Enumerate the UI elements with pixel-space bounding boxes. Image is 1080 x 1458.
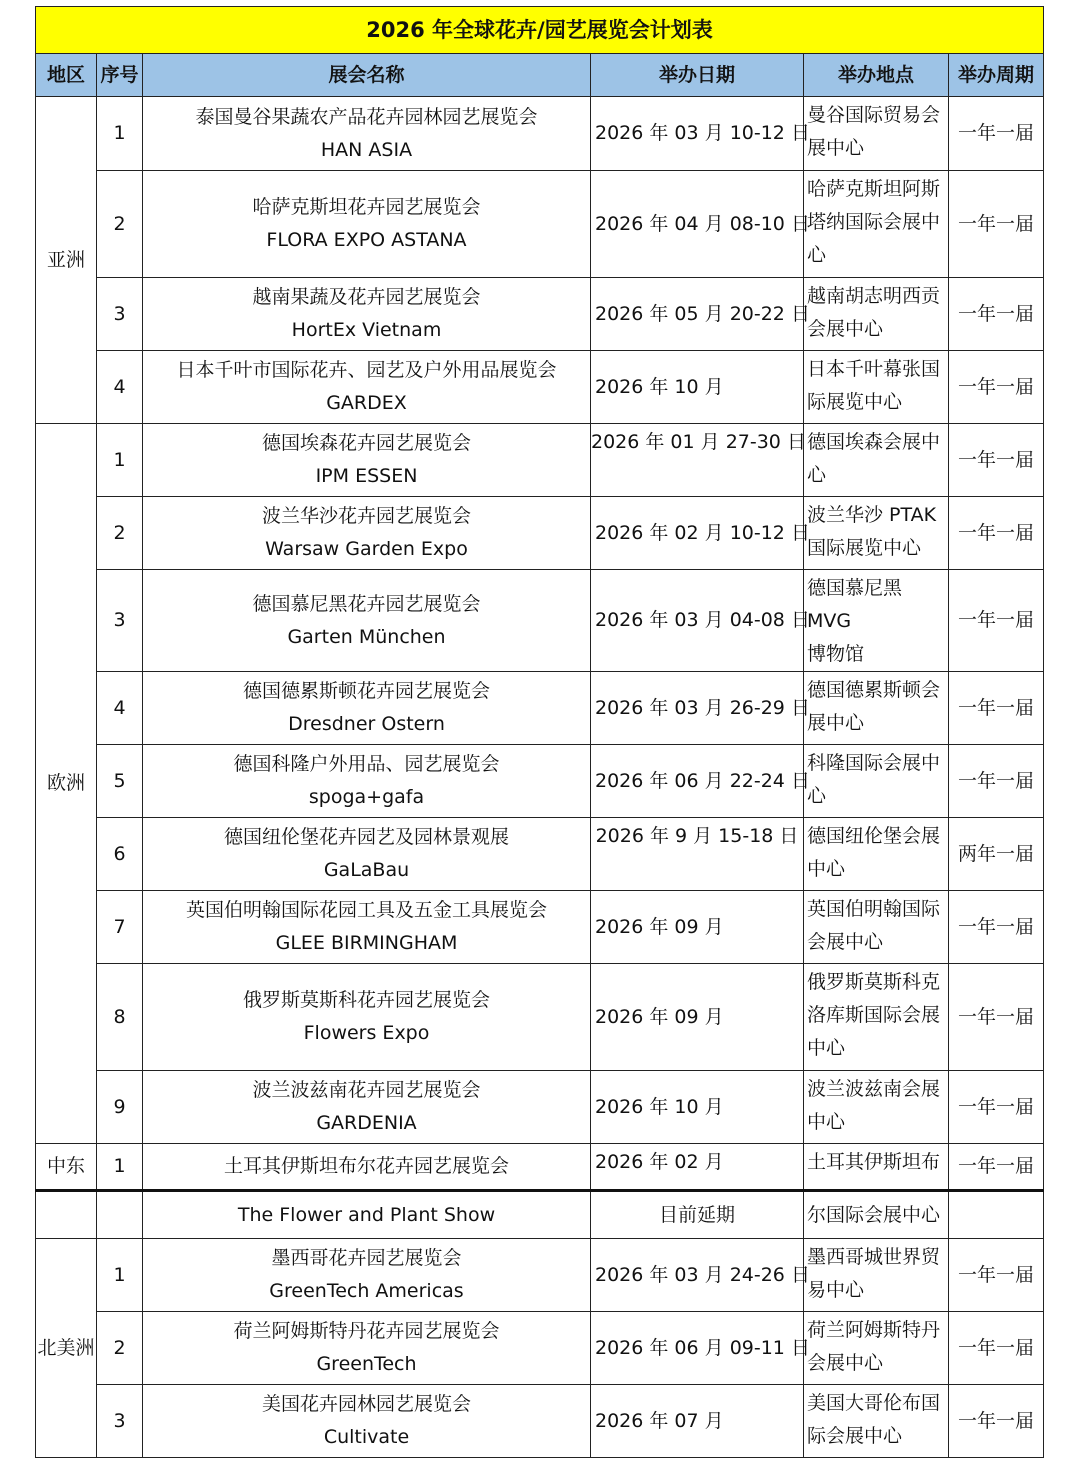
region-asia: 亚洲 (36, 97, 97, 424)
exhibition-venue (804, 1144, 949, 1191)
name-cn: 泰国曼谷果蔬农产品花卉园林园艺展览会 (195, 105, 538, 128)
region-namerica: 北美洲 (36, 1239, 97, 1458)
exhibition-cycle (949, 1191, 1044, 1239)
venue-line: 日本千叶幕张国 (807, 358, 941, 380)
exhibition-date: 2026 年 03 月 04-08 日 (591, 570, 804, 672)
venue-line: 际会展中心 (807, 1425, 903, 1447)
venue-line: 博物馆 (807, 643, 865, 665)
exhibition-cycle: 一年一届 (949, 672, 1044, 745)
venue-line: 际展览中心 (807, 391, 903, 413)
name-en: spoga+gafa (308, 786, 425, 808)
exhibition-venue (804, 964, 949, 1071)
name-en: GaLaBau (323, 859, 410, 881)
table-row (36, 424, 1044, 497)
exhibition-venue (804, 1239, 949, 1312)
venue-line: 中心 (807, 1111, 846, 1133)
row-num: 3 (97, 570, 143, 672)
venue-line: 中心 (807, 858, 846, 880)
venue-line: 德国德累斯顿会 (807, 679, 941, 701)
table-title: 2026 年全球花卉/园艺展览会计划表 (36, 7, 1044, 54)
exhibition-name (143, 1312, 591, 1385)
name-en: Cultivate (323, 1426, 410, 1448)
row-num: 1 (97, 1239, 143, 1312)
table-row (36, 818, 1044, 891)
exhibition-date: 2026 年 9 月 15-18 日 (591, 818, 804, 891)
exhibition-name (143, 818, 591, 891)
venue-line: 尔国际会展中心 (807, 1203, 941, 1226)
row-num: 5 (97, 745, 143, 818)
exhibition-cycle: 一年一届 (949, 570, 1044, 672)
table-row (36, 964, 1044, 1071)
exhibition-cycle: 一年一届 (949, 1071, 1044, 1144)
exhibition-name (143, 1191, 591, 1239)
venue-line: 曼谷国际贸易会 (807, 104, 941, 126)
row-num: 2 (97, 171, 143, 278)
exhibition-date: 2026 年 01 月 27-30 日 (591, 424, 804, 497)
exhibition-date: 2026 年 06 月 09-11 日 (591, 1312, 804, 1385)
name-en: IPM ESSEN (315, 465, 418, 487)
name-cn: 荷兰阿姆斯特丹花卉园艺展览会 (233, 1320, 500, 1342)
venue-line: 英国伯明翰国际 (807, 898, 941, 920)
row-num: 4 (97, 351, 143, 424)
exhibition-venue (804, 1071, 949, 1144)
table-row (36, 97, 1044, 171)
name-cn: 俄罗斯莫斯科花卉园艺展览会 (242, 989, 490, 1011)
venue-line: 塔纳国际会展中 (807, 211, 941, 233)
name-cn: The Flower and Plant Show (237, 1203, 496, 1226)
venue-line: 会展中心 (807, 931, 884, 953)
venue-line: 会展中心 (807, 318, 884, 340)
table-row (36, 351, 1044, 424)
exhibition-cycle: 一年一届 (949, 1385, 1044, 1458)
name-en: FLORA EXPO ASTANA (266, 229, 467, 251)
row-num: 4 (97, 672, 143, 745)
header-region: 地区 (36, 54, 97, 97)
venue-line: 德国埃森会展中 (807, 431, 941, 453)
row-num: 8 (97, 964, 143, 1071)
row-num: 3 (97, 278, 143, 351)
venue-line: 心 (807, 785, 827, 807)
exhibition-date: 2026 年 04 月 08-10 日 (591, 171, 804, 278)
exhibition-venue (804, 278, 949, 351)
table-row (36, 672, 1044, 745)
exhibition-name (143, 1144, 591, 1191)
exhibition-name (143, 424, 591, 497)
header-venue: 举办地点 (804, 54, 949, 97)
exhibition-date: 2026 年 10 月 (591, 1071, 804, 1144)
venue-line: 哈萨克斯坦阿斯 (807, 178, 941, 200)
name-cn: 土耳其伊斯坦布尔花卉园艺展览会 (223, 1155, 509, 1177)
venue-line: 展中心 (807, 712, 865, 734)
exhibition-venue (804, 1385, 949, 1458)
exhibition-cycle: 一年一届 (949, 964, 1044, 1071)
exhibition-cycle: 一年一届 (949, 97, 1044, 171)
exhibition-venue (804, 97, 949, 171)
venue-line: 墨西哥城世界贸 (807, 1246, 941, 1268)
venue-line: 德国纽伦堡会展 (807, 825, 941, 847)
name-en: GARDEX (326, 392, 407, 414)
row-num: 7 (97, 891, 143, 964)
exhibition-cycle: 一年一届 (949, 745, 1044, 818)
venue-line: 科隆国际会展中 (807, 752, 941, 774)
table-row (36, 171, 1044, 278)
venue-line: 土耳其伊斯坦布 (807, 1151, 941, 1173)
name-cn: 波兰波兹南花卉园艺展览会 (252, 1079, 481, 1101)
venue-line: 中心 (807, 1037, 846, 1059)
row-num: 1 (97, 97, 143, 171)
exhibition-name (143, 745, 591, 818)
name-en: Dresdner Ostern (288, 713, 445, 735)
name-cn: 哈萨克斯坦花卉园艺展览会 (252, 196, 481, 218)
name-cn: 波兰华沙花卉园艺展览会 (261, 505, 471, 527)
table-row (36, 497, 1044, 570)
exhibition-date: 目前延期 (591, 1191, 804, 1239)
venue-line: 展中心 (807, 137, 865, 159)
name-en: Garten München (287, 625, 446, 648)
name-en: GLEE BIRMINGHAM (275, 932, 458, 954)
name-en: Warsaw Garden Expo (265, 538, 468, 560)
name-cn: 德国慕尼黑花卉园艺展览会 (252, 592, 481, 615)
exhibition-date: 2026 年 09 月 (591, 964, 804, 1071)
exhibition-cycle: 一年一届 (949, 171, 1044, 278)
exhibition-date: 2026 年 07 月 (591, 1385, 804, 1458)
row-num: 1 (97, 424, 143, 497)
name-cn: 德国科隆户外用品、园艺展览会 (233, 753, 500, 775)
venue-line: 俄罗斯莫斯科克 (807, 971, 941, 993)
exhibition-date: 2026 年 06 月 22-24 日 (591, 745, 804, 818)
exhibition-name (143, 1239, 591, 1312)
venue-line: 德国慕尼黑 MVG (807, 577, 903, 632)
exhibition-cycle: 一年一届 (949, 891, 1044, 964)
name-en: GARDENIA (316, 1112, 417, 1134)
name-en: Flowers Expo (303, 1022, 430, 1044)
exhibition-cycle: 一年一届 (949, 497, 1044, 570)
name-cn: 日本千叶市国际花卉、园艺及户外用品展览会 (176, 359, 557, 381)
name-cn: 越南果蔬及花卉园艺展览会 (252, 286, 481, 308)
name-cn: 英国伯明翰国际花园工具及五金工具展览会 (185, 899, 547, 921)
venue-line: 越南胡志明西贡 (807, 285, 941, 307)
exhibition-name (143, 891, 591, 964)
exhibition-name (143, 171, 591, 278)
table-row (36, 891, 1044, 964)
region-mideast: 中东 (36, 1144, 97, 1191)
exhibition-venue (804, 891, 949, 964)
row-num: 2 (97, 1312, 143, 1385)
name-cn: 墨西哥花卉园艺展览会 (271, 1247, 462, 1269)
venue-line: 波兰波兹南会展 (807, 1078, 941, 1100)
header-name: 展会名称 (143, 54, 591, 97)
exhibition-venue (804, 171, 949, 278)
exhibition-name (143, 1385, 591, 1458)
table-row (36, 1144, 1044, 1191)
exhibition-name (143, 570, 591, 672)
table-row (36, 1312, 1044, 1385)
venue-line: 洛库斯国际会展 (807, 1004, 941, 1026)
venue-line: 国际展览中心 (807, 537, 922, 559)
venue-line: 美国大哥伦布国 (807, 1392, 941, 1414)
exhibition-name (143, 497, 591, 570)
region-europe: 欧洲 (36, 424, 97, 1144)
row-num: 9 (97, 1071, 143, 1144)
exhibition-cycle: 两年一届 (949, 818, 1044, 891)
exhibition-name (143, 1071, 591, 1144)
venue-line: 易中心 (807, 1279, 865, 1301)
exhibition-venue (804, 570, 949, 672)
exhibition-venue (804, 672, 949, 745)
exhibition-venue (804, 1312, 949, 1385)
exhibition-date: 2026 年 03 月 24-26 日 (591, 1239, 804, 1312)
exhibition-date: 2026 年 02 月 (591, 1144, 804, 1191)
table-row (36, 1071, 1044, 1144)
header-cycle: 举办周期 (949, 54, 1044, 97)
name-cn: 美国花卉园林园艺展览会 (261, 1393, 471, 1415)
exhibition-name (143, 351, 591, 424)
exhibition-venue (804, 1191, 949, 1239)
name-cn: 德国德累斯顿花卉园艺展览会 (242, 680, 490, 702)
venue-line: 波兰华沙 PTAK (807, 504, 937, 526)
name-en: GreenTech (316, 1353, 417, 1375)
row-num: 1 (97, 1144, 143, 1191)
name-cn: 德国埃森花卉园艺展览会 (261, 432, 471, 454)
header-date: 举办日期 (591, 54, 804, 97)
venue-line: 心 (807, 464, 827, 486)
exhibition-date: 2026 年 03 月 26-29 日 (591, 672, 804, 745)
table-row (36, 278, 1044, 351)
table-row (36, 1191, 1044, 1239)
row-num (97, 1191, 143, 1239)
exhibition-schedule-table (35, 6, 1044, 1458)
name-en: GreenTech Americas (269, 1280, 464, 1302)
exhibition-name (143, 672, 591, 745)
exhibition-cycle: 一年一届 (949, 1144, 1044, 1191)
exhibition-date: 2026 年 02 月 10-12 日 (591, 497, 804, 570)
exhibition-cycle: 一年一届 (949, 351, 1044, 424)
venue-line: 心 (807, 244, 827, 266)
exhibition-cycle: 一年一届 (949, 278, 1044, 351)
exhibition-venue (804, 497, 949, 570)
exhibition-table-container (35, 6, 1043, 1458)
table-row (36, 745, 1044, 818)
row-num: 2 (97, 497, 143, 570)
exhibition-venue (804, 351, 949, 424)
exhibition-name (143, 964, 591, 1071)
row-num: 3 (97, 1385, 143, 1458)
exhibition-name (143, 97, 591, 171)
name-en: HortEx Vietnam (291, 319, 442, 341)
header-num: 序号 (97, 54, 143, 97)
table-row (36, 1239, 1044, 1312)
exhibition-date: 2026 年 05 月 20-22 日 (591, 278, 804, 351)
exhibition-venue (804, 745, 949, 818)
exhibition-name (143, 278, 591, 351)
exhibition-date: 2026 年 03 月 10-12 日 (591, 97, 804, 171)
row-num: 6 (97, 818, 143, 891)
region-empty (36, 1191, 97, 1239)
exhibition-date: 2026 年 09 月 (591, 891, 804, 964)
table-row (36, 570, 1044, 672)
exhibition-venue (804, 424, 949, 497)
exhibition-cycle: 一年一届 (949, 1312, 1044, 1385)
venue-line: 会展中心 (807, 1352, 884, 1374)
exhibition-date: 2026 年 10 月 (591, 351, 804, 424)
venue-line: 荷兰阿姆斯特丹 (807, 1319, 941, 1341)
table-row (36, 1385, 1044, 1458)
exhibition-cycle: 一年一届 (949, 1239, 1044, 1312)
exhibition-venue (804, 818, 949, 891)
name-cn: 德国纽伦堡花卉园艺及园林景观展 (223, 826, 509, 848)
exhibition-cycle: 一年一届 (949, 424, 1044, 497)
name-en: HAN ASIA (320, 138, 413, 161)
